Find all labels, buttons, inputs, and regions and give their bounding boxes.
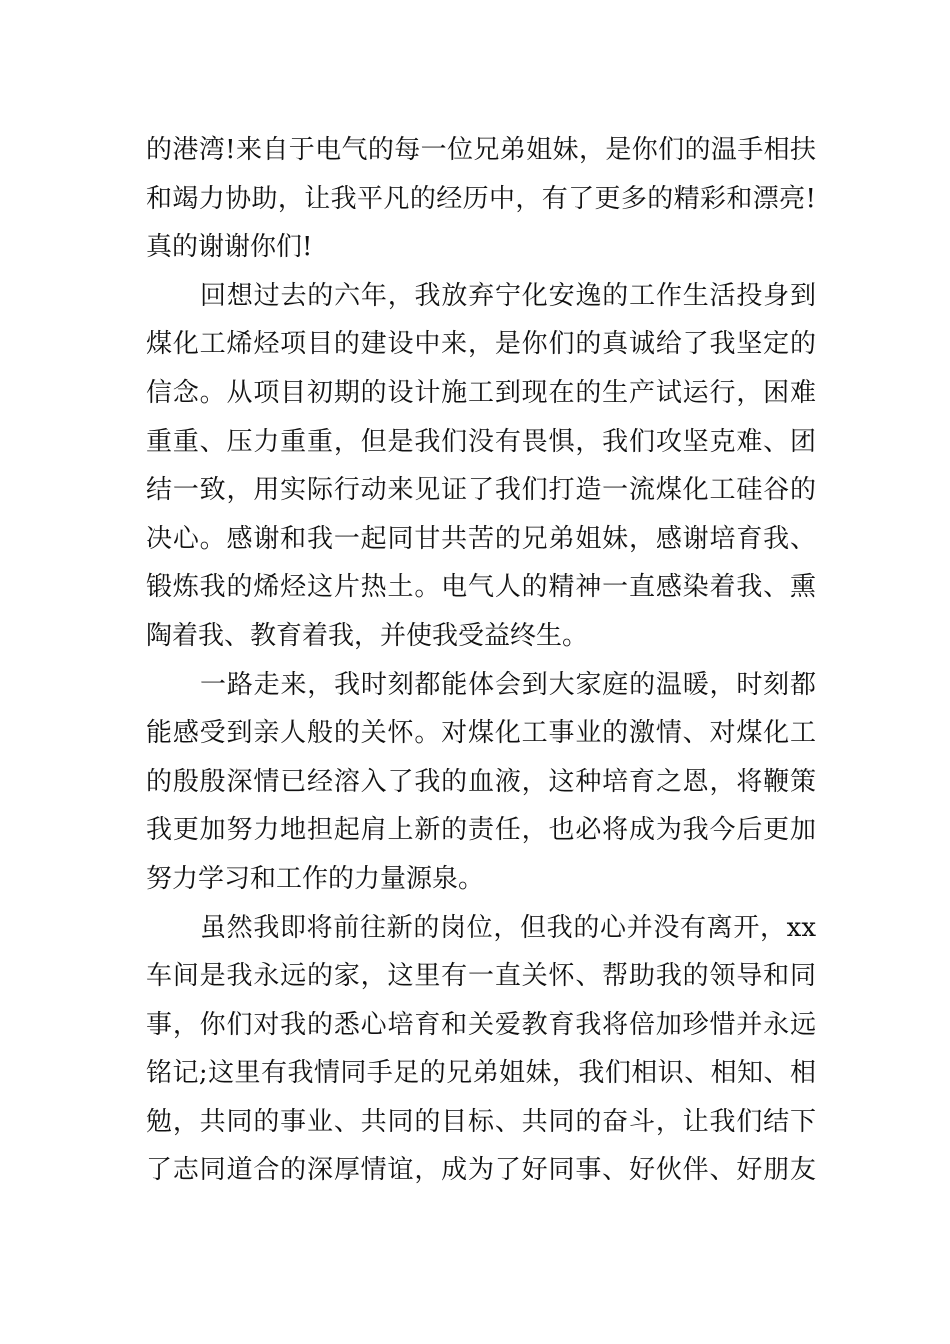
text-line: 努力学习和工作的力量源泉。 (146, 863, 485, 894)
text-line: 煤化工烯烃项目的建设中来，是你们的真诚给了我坚定的 (146, 329, 816, 360)
text-line: 锻炼我的烯烃这片热土。电气人的精神一直感染着我、熏 (146, 572, 816, 603)
text-line: 重重、压力重重，但是我们没有畏惧，我们攻坚克难、团 (146, 426, 816, 457)
text-line: 我更加努力地担起肩上新的责任，也必将成为我今后更加 (146, 815, 816, 846)
text-line: 陶着我、教育着我，并使我受益终生。 (146, 620, 589, 651)
text-line: 能感受到亲人般的关怀。对煤化工事业的激情、对煤化工 (146, 718, 816, 749)
text-line: 的港湾!来自于电气的每一位兄弟姐妹，是你们的温手相扶 (146, 135, 816, 165)
text-line: 和竭力协助，让我平凡的经历中，有了更多的精彩和漂亮! (146, 183, 816, 214)
text-line: 决心。感谢和我一起同甘共苦的兄弟姐妹，感谢培育我、 (146, 523, 816, 554)
text-line: 信念。从项目初期的设计施工到现在的生产试运行，困难 (146, 377, 816, 408)
paragraph-first-line: 回想过去的六年，我放弃宁化安逸的工作生活投身到 (200, 280, 816, 311)
text-line: 车间是我永远的家，这里有一直关怀、帮助我的领导和同 (146, 961, 816, 992)
text-line: 铭记;这里有我情同手足的兄弟姐妹，我们相识、相知、相 (146, 1058, 816, 1089)
text-line: 结一致，用实际行动来见证了我们打造一流煤化工硅谷的 (146, 475, 816, 506)
text-line: 真的谢谢你们! (146, 232, 313, 263)
text-line: 勉，共同的事业、共同的目标、共同的奋斗，让我们结下 (146, 1106, 816, 1137)
text-line: 的殷殷深情已经溶入了我的血液，这种培育之恩，将鞭策 (146, 766, 816, 797)
text-line: 了志同道合的深厚情谊，成为了好同事、好伙伴、好朋友 (146, 1155, 816, 1186)
paragraph-first-line: 一路走来，我时刻都能体会到大家庭的温暖，时刻都 (200, 669, 816, 700)
body-text (146, 126, 816, 1195)
text-line: 事，你们对我的悉心培育和关爱教育我将倍加珍惜并永远 (146, 1009, 816, 1040)
paragraph-first-line: 虽然我即将前往新的岗位，但我的心并没有离开，xx (200, 912, 816, 943)
